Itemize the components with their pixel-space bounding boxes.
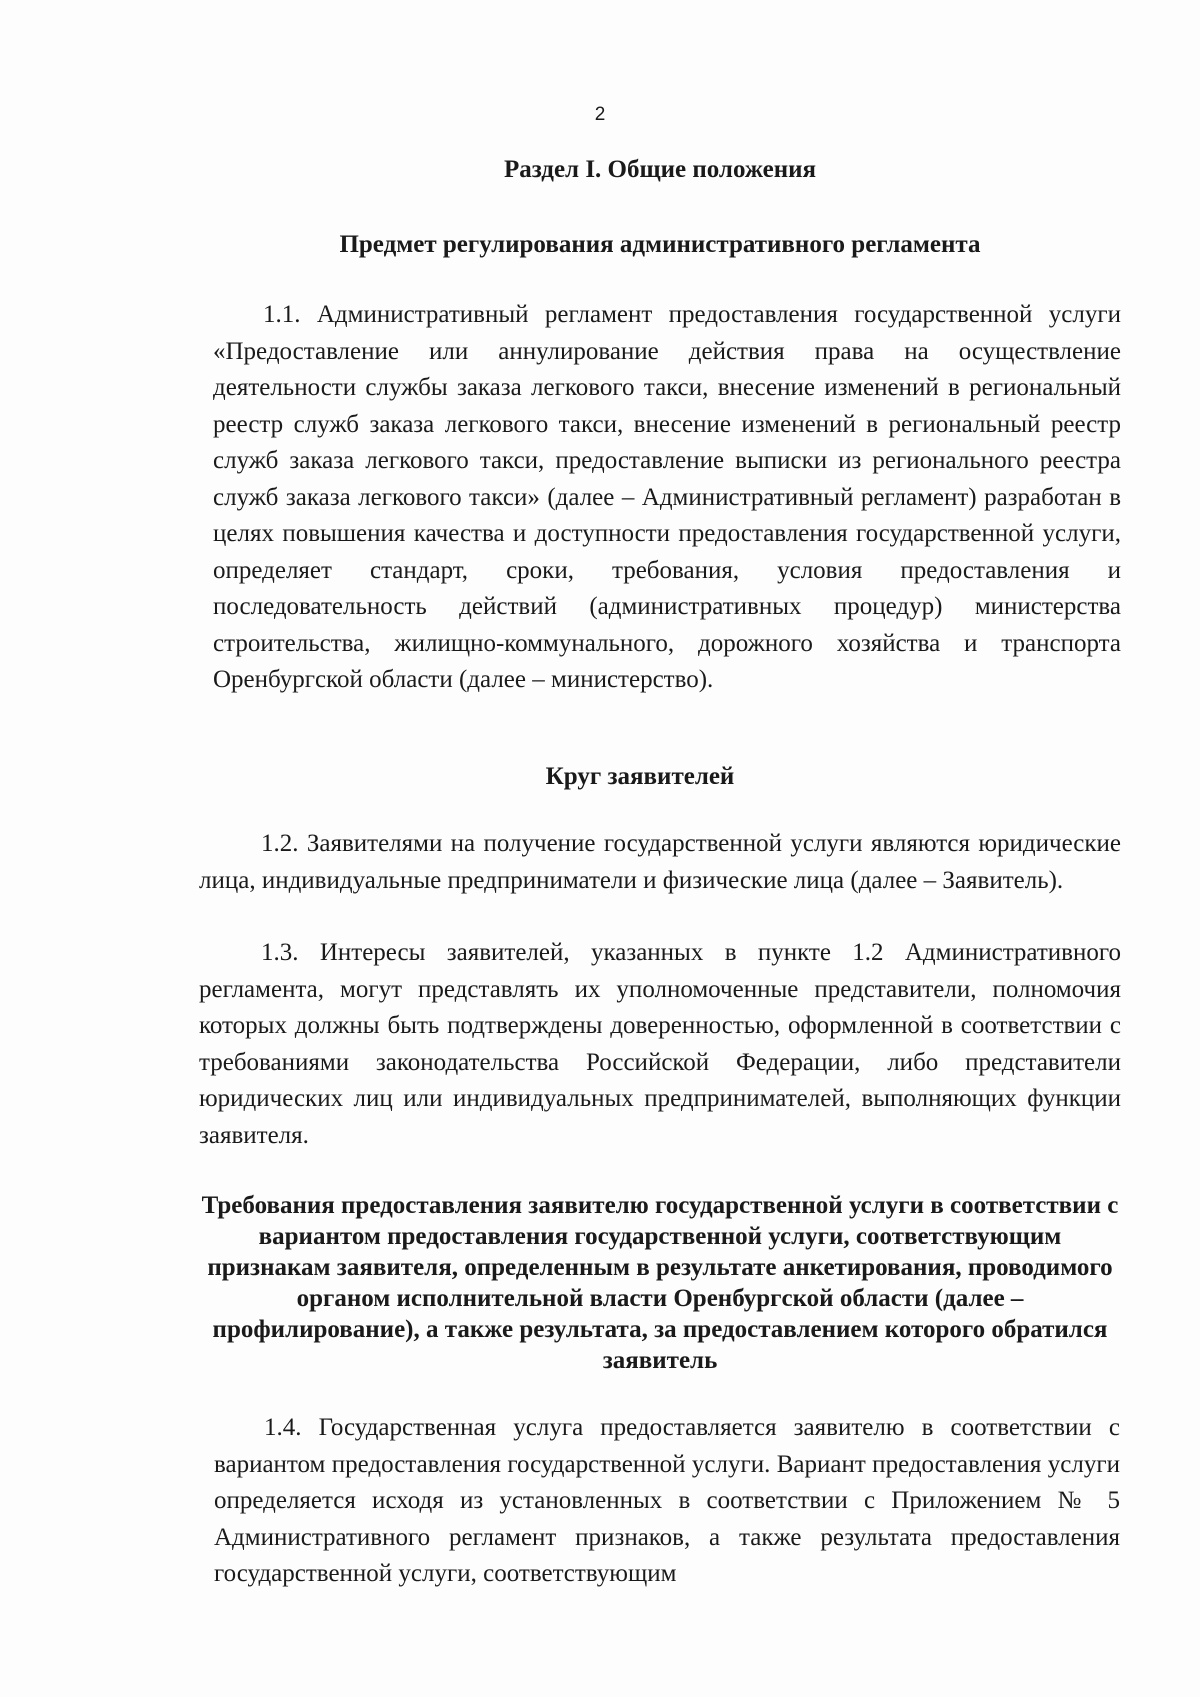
paragraph-1-2-text: Заявителями на получение государственной услуги являются юридические лица, индивидуальные предприниматели и физические лица (далее – Заявитель). (199, 830, 1122, 894)
paragraph-1-1-number: 1.1. (263, 301, 301, 328)
paragraph-1-3 (199, 935, 1121, 1154)
paragraph-1-4 (214, 1410, 1120, 1593)
section-title: Раздел I. Общие положения (503, 156, 817, 183)
paragraph-1-4-number: 1.4. (264, 1414, 302, 1441)
paragraph-1-3-number: 1.3. (261, 939, 299, 966)
paragraph-1-4-text: Государственная услуга предоставляется заявителю в соответствии с вариантом предоставления государственной услуги. Вариант предоставления услуги определяется исходя из установленных в соответствии с Приложением № 5 Административного регламент признаков, а также результата предоставления государственной услуги, соответствующим (214, 1414, 1121, 1587)
paragraph-1-1 (213, 297, 1121, 699)
subject-title: Предмет регулирования административного регламента (339, 231, 981, 258)
paragraph-1-2-number: 1.2. (261, 830, 299, 857)
paragraph-1-3-text: Интересы заявителей, указанных в пункте 1.2 Административного регламента, могут представлять их уполномоченные представители, полномочия которых должны быть подтверждены доверенностью, оформленной в соответствии с требованиями законодательства Российской Федерации, либо представители юридических лиц или индивидуальных предпринимателей, выполняющих функции заявителя. (199, 939, 1122, 1149)
paragraph-1-2 (199, 826, 1121, 899)
applicants-title: Круг заявителей (545, 763, 735, 790)
page-number: 2 (594, 104, 606, 125)
paragraph-1-1-text: Административный регламент предоставления государственной услуги «Предоставление или аннулирование действия права на осуществление деятельности службы заказа легкового такси, внесение изменений в региональный реестр служб заказа легкового такси, внесение изменений в региональный реестр служб заказа легкового такси, предоставление выписки из регионального реестра служб заказа легкового такси» (далее – Административный регламент) разработан в целях повышения качества и доступности предоставления государственной услуги, определяет стандарт, сроки, требования, условия предоставления и последовательность действий (административных процедур) министерства строительства, жилищно-коммунального, дорожного хозяйства и транспорта Оренбургской области (далее – министерство). (213, 301, 1121, 693)
requirements-title: Требования предоставления заявителю государственной услуги в соответствии с вариантом предоставления государственной услуги, соответствующим признакам заявителя, определенным в результате анкетирования, проводимого органом исполнительной власти Оренбургской области (далее – профилирование), а также результата, за предоставлением которого обратился заявитель (201, 1192, 1119, 1374)
